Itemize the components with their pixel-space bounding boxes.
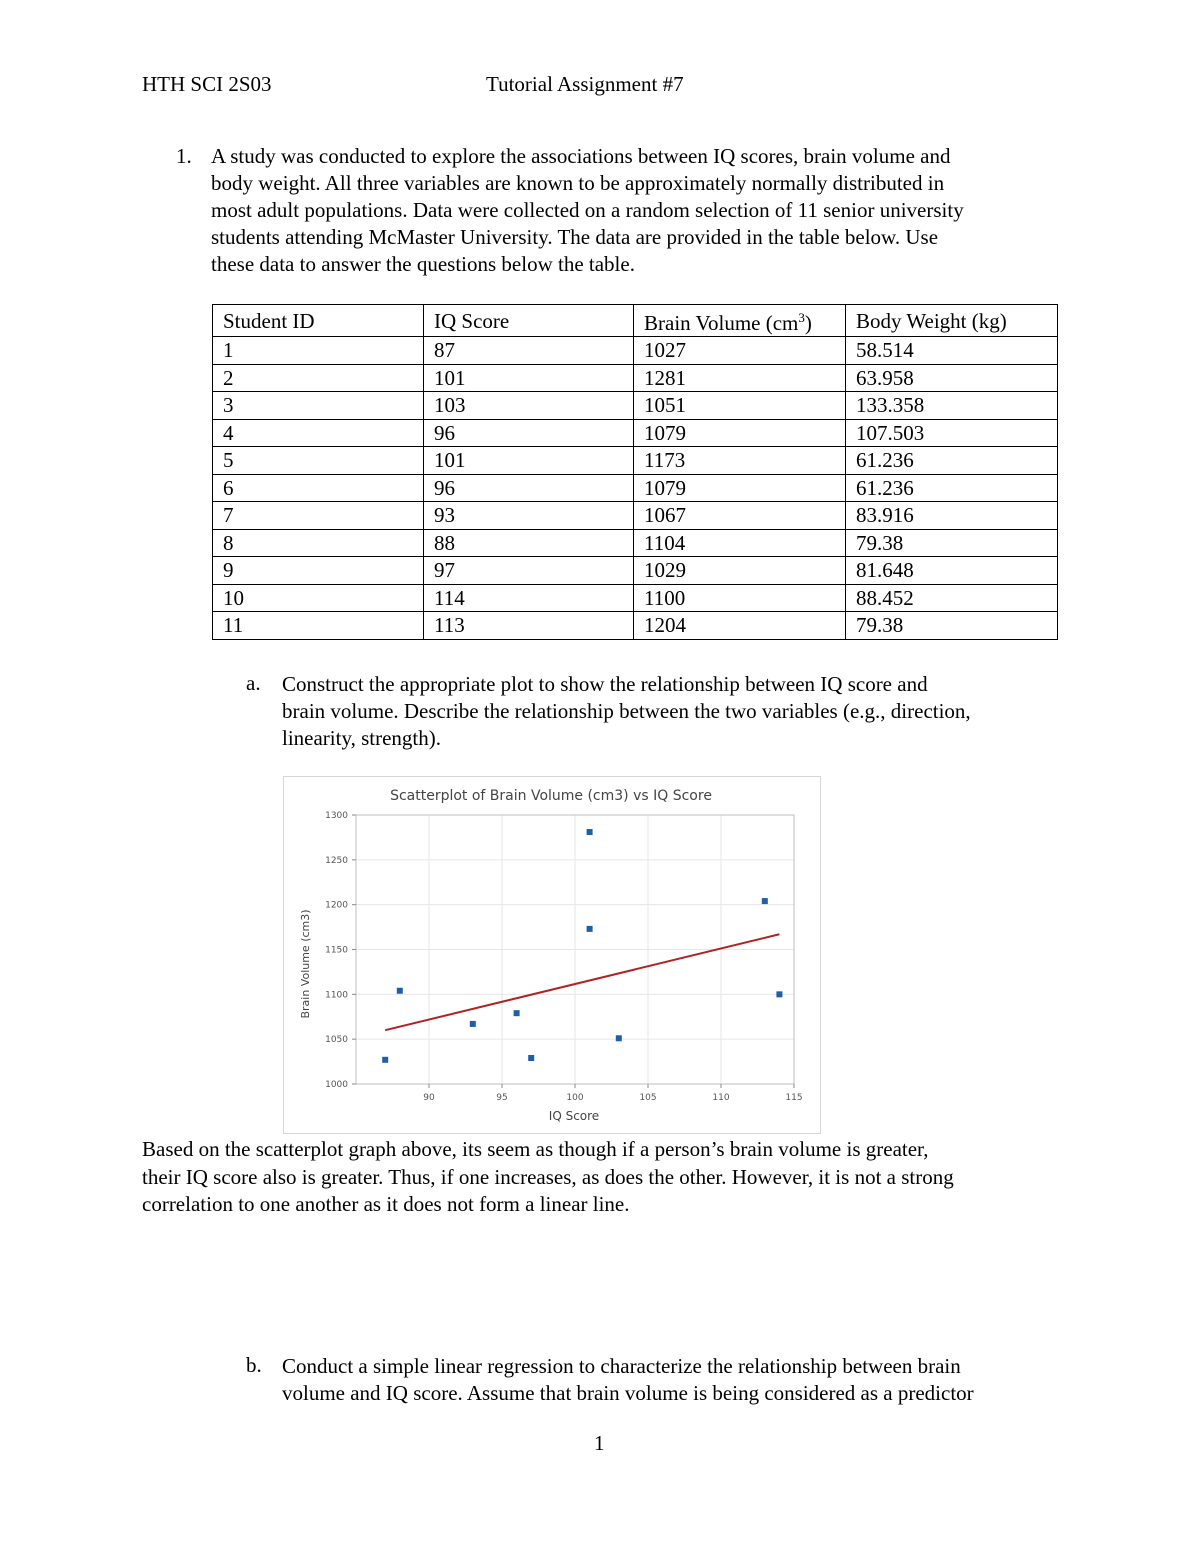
scatterplot-figure xyxy=(283,776,821,1134)
header-student-id: Student ID xyxy=(213,305,424,337)
question-line: students attending McMaster University. The data are provided in the table below. Use xyxy=(211,225,939,249)
cell: 1027 xyxy=(634,337,846,365)
part-a-text xyxy=(282,671,1082,752)
answer-line: Based on the scatterplot graph above, its seem as though if a person’s brain volume is greater, xyxy=(142,1137,929,1161)
table-row xyxy=(213,557,1058,585)
question-1-text xyxy=(211,143,1091,278)
cell: 5 xyxy=(213,447,424,475)
table-row xyxy=(213,529,1058,557)
axis-ticks xyxy=(325,811,803,1103)
cell: 93 xyxy=(424,502,634,530)
y-tick-label: 1000 xyxy=(325,1080,348,1090)
cell: 10 xyxy=(213,584,424,612)
cell: 113 xyxy=(424,612,634,640)
y-tick-label: 1200 xyxy=(325,900,348,911)
cell: 9 xyxy=(213,557,424,585)
cell: 114 xyxy=(424,584,634,612)
x-tick-label: 95 xyxy=(496,1093,508,1103)
cell: 1104 xyxy=(634,529,846,557)
y-tick-label: 1250 xyxy=(325,855,348,866)
data-point xyxy=(397,988,403,994)
table-row xyxy=(213,364,1058,392)
y-tick-label: 1050 xyxy=(325,1035,348,1046)
cell: 1051 xyxy=(634,392,846,420)
header-brain-volume-text: Brain Volume (cm xyxy=(644,311,799,335)
table-row xyxy=(213,337,1058,365)
cell: 81.648 xyxy=(846,557,1058,585)
data-point xyxy=(776,991,782,997)
part-b-label: b. xyxy=(246,1353,262,1377)
header-brain-volume-sup: 3 xyxy=(798,310,805,325)
grid xyxy=(356,815,794,1084)
x-tick-label: 105 xyxy=(639,1093,657,1103)
cell: 1 xyxy=(213,337,424,365)
cell: 11 xyxy=(213,612,424,640)
table-row xyxy=(213,612,1058,640)
assignment-title: Tutorial Assignment #7 xyxy=(486,72,684,96)
y-tick-label: 1300 xyxy=(325,811,348,821)
table-row xyxy=(213,419,1058,447)
part-b-line: volume and IQ score. Assume that brain volume is being considered as a predictor xyxy=(282,1381,974,1405)
table-row xyxy=(213,474,1058,502)
x-tick-label: 110 xyxy=(712,1093,730,1103)
cell: 1079 xyxy=(634,474,846,502)
cell: 8 xyxy=(213,529,424,557)
cell: 87 xyxy=(424,337,634,365)
question-line: most adult populations. Data were collected on a random selection of 11 senior university xyxy=(211,198,964,222)
cell: 133.358 xyxy=(846,392,1058,420)
part-a-line: linearity, strength). xyxy=(282,726,442,750)
cell: 96 xyxy=(424,474,634,502)
y-axis-label: Brain Volume (cm3) xyxy=(299,909,312,1019)
x-tick-label: 100 xyxy=(566,1093,584,1103)
cell: 88 xyxy=(424,529,634,557)
cell: 97 xyxy=(424,557,634,585)
x-tick-label: 115 xyxy=(785,1093,803,1103)
data-point xyxy=(762,898,768,904)
cell: 1281 xyxy=(634,364,846,392)
cell: 79.38 xyxy=(846,529,1058,557)
course-code: HTH SCI 2S03 xyxy=(142,72,272,96)
cell: 103 xyxy=(424,392,634,420)
fit-line-layer xyxy=(385,934,779,1030)
data-point xyxy=(514,1010,520,1016)
x-axis-label: IQ Score xyxy=(548,1109,600,1123)
table-row xyxy=(213,392,1058,420)
cell: 4 xyxy=(213,419,424,447)
data-point xyxy=(616,1035,622,1041)
question-line: body weight. All three variables are known to be approximately normally distributed in xyxy=(211,171,945,195)
part-b-text xyxy=(282,1353,1082,1407)
header-brain-volume xyxy=(634,305,846,337)
question-number: 1. xyxy=(176,144,192,168)
cell: 3 xyxy=(213,392,424,420)
cell: 1204 xyxy=(634,612,846,640)
answer-line: correlation to one another as it does not form a linear line. xyxy=(142,1192,630,1216)
table-row xyxy=(213,584,1058,612)
regression-line xyxy=(385,934,779,1030)
header-brain-volume-close: ) xyxy=(804,311,812,335)
cell: 1079 xyxy=(634,419,846,447)
cell: 1067 xyxy=(634,502,846,530)
data-table xyxy=(212,304,1058,640)
answer-line: their IQ score also is greater. Thus, if one increases, as does the other. However, it is not a strong xyxy=(142,1164,954,1189)
header-body-weight: Body Weight (kg) xyxy=(846,305,1058,337)
y-tick-label: 1150 xyxy=(325,945,348,956)
cell: 2 xyxy=(213,364,424,392)
part-a-line: brain volume. Describe the relationship between the two variables (e.g., direction, xyxy=(282,699,971,723)
cell: 88.452 xyxy=(846,584,1058,612)
cell: 61.236 xyxy=(846,474,1058,502)
cell: 7 xyxy=(213,502,424,530)
cell: 79.38 xyxy=(846,612,1058,640)
data-point xyxy=(587,926,593,932)
table-header-row xyxy=(213,305,1058,337)
data-point xyxy=(528,1055,534,1061)
chart-title: Scatterplot of Brain Volume (cm3) vs IQ Score xyxy=(390,788,712,804)
cell: 1029 xyxy=(634,557,846,585)
cell: 1100 xyxy=(634,584,846,612)
table-row xyxy=(213,502,1058,530)
cell: 58.514 xyxy=(846,337,1058,365)
table-row xyxy=(213,447,1058,475)
cell: 61.236 xyxy=(846,447,1058,475)
part-a-line: Construct the appropriate plot to show the relationship between IQ score and xyxy=(282,672,928,696)
answer-a xyxy=(142,1136,1072,1219)
question-line: these data to answer the questions below the table. xyxy=(211,252,635,276)
part-a-label: a. xyxy=(246,671,261,695)
cell: 107.503 xyxy=(846,419,1058,447)
scatterplot xyxy=(284,777,820,1133)
x-tick-label: 90 xyxy=(423,1093,435,1103)
cell: 6 xyxy=(213,474,424,502)
data-point xyxy=(470,1021,476,1027)
y-tick-label: 1100 xyxy=(325,990,348,1001)
cell: 101 xyxy=(424,447,634,475)
page-number: 1 xyxy=(594,1431,605,1455)
cell: 63.958 xyxy=(846,364,1058,392)
question-line: A study was conducted to explore the associations between IQ scores, brain volume and xyxy=(211,144,951,168)
data-point xyxy=(382,1057,388,1063)
part-b-line: Conduct a simple linear regression to characterize the relationship between brain xyxy=(282,1354,961,1378)
data-point xyxy=(587,829,593,835)
data-points xyxy=(382,829,782,1063)
cell: 83.916 xyxy=(846,502,1058,530)
cell: 101 xyxy=(424,364,634,392)
cell: 96 xyxy=(424,419,634,447)
header-iq-score: IQ Score xyxy=(424,305,634,337)
cell: 1173 xyxy=(634,447,846,475)
